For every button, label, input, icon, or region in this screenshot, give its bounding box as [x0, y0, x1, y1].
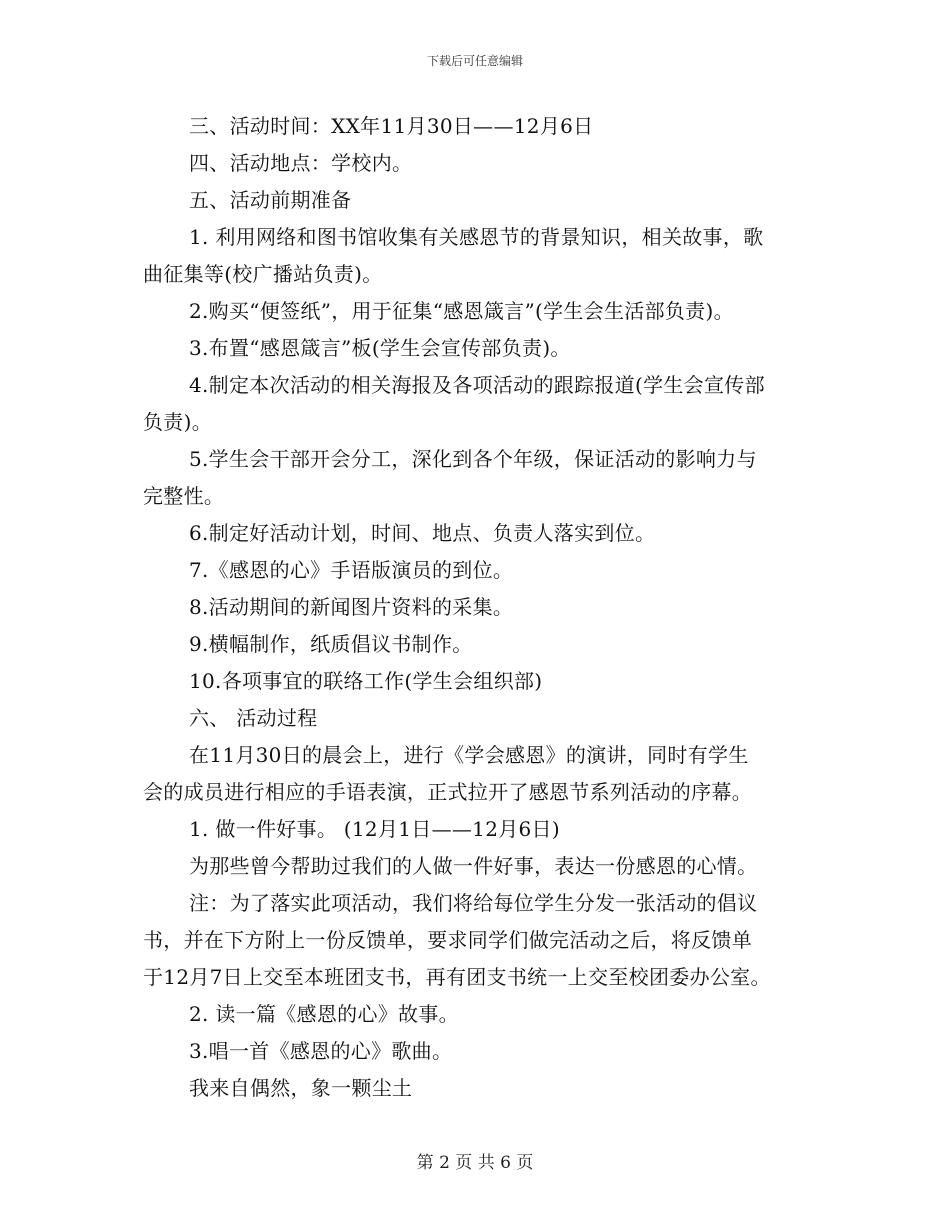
section-3-time: 三、活动时间：XX年11月30日——12月6日: [189, 114, 594, 138]
process-note-line-3: 于12月7日上交至本班团支书，再有团支书统一上交至校团委办公室。: [143, 965, 771, 989]
process-note-line-2: 书，并在下方附上一份反馈单，要求同学们做完活动之后，将反馈单: [143, 928, 752, 952]
prep-item-2: 2.购买“便签纸”，用于征集“感恩箴言”(学生会生活部负责)。: [189, 299, 734, 323]
prep-item-4-line-2: 负责)。: [143, 410, 213, 434]
process-intro-line-1: 在11月30日的晨会上，进行《学会感恩》的演讲，同时有学生: [189, 743, 749, 767]
prep-item-5-line-1: 5.学生会干部开会分工，深化到各个年级，保证活动的影响力与: [189, 447, 757, 471]
prep-item-1-line-1: 1. 利用网络和图书馆收集有关感恩节的背景知识，相关故事，歌: [189, 225, 764, 249]
prep-item-4-line-1: 4.制定本次活动的相关海报及各项活动的跟踪报道(学生会宣传部: [189, 373, 765, 397]
song-lyric-line-1: 我来自偶然，象一颗尘土: [189, 1076, 413, 1100]
process-note-line-1: 注：为了落实此项活动，我们将给每位学生分发一张活动的倡议: [189, 891, 758, 915]
prep-item-9: 9.横幅制作，纸质倡议书制作。: [189, 632, 473, 656]
process-item-1-desc: 为那些曾今帮助过我们的人做一件好事，表达一份感恩的心情。: [189, 854, 758, 878]
prep-item-3: 3.布置“感恩箴言”板(学生会宣传部负责)。: [189, 336, 571, 360]
section-6-heading: 六、 活动过程: [189, 706, 318, 730]
prep-item-10: 10.各项事宜的联络工作(学生会组织部): [189, 669, 543, 693]
page-header-note: 下载后可任意编辑: [426, 54, 523, 68]
prep-item-7: 7.《感恩的心》手语版演员的到位。: [189, 558, 514, 582]
prep-item-5-line-2: 完整性。: [143, 484, 225, 508]
process-item-1-heading: 1. 做一件好事。 (12月1日——12月6日): [189, 817, 560, 841]
section-5-heading: 五、活动前期准备: [189, 188, 352, 212]
prep-item-8: 8.活动期间的新闻图片资料的采集。: [189, 595, 514, 619]
process-intro-line-2: 会的成员进行相应的手语表演，正式拉开了感恩节系列活动的序幕。: [143, 780, 752, 804]
process-item-2: 2. 读一篇《感恩的心》故事。: [189, 1002, 459, 1026]
section-4-location: 四、活动地点：学校内。: [189, 151, 413, 175]
prep-item-6: 6.制定好活动计划，时间、地点、负责人落实到位。: [189, 521, 656, 545]
process-item-3: 3.唱一首《感恩的心》歌曲。: [189, 1039, 453, 1063]
page-number-footer: 第 2 页 共 6 页: [416, 1153, 534, 1173]
prep-item-1-line-2: 曲征集等(校广播站负责)。: [143, 262, 383, 286]
document-body: [143, 108, 811, 1107]
